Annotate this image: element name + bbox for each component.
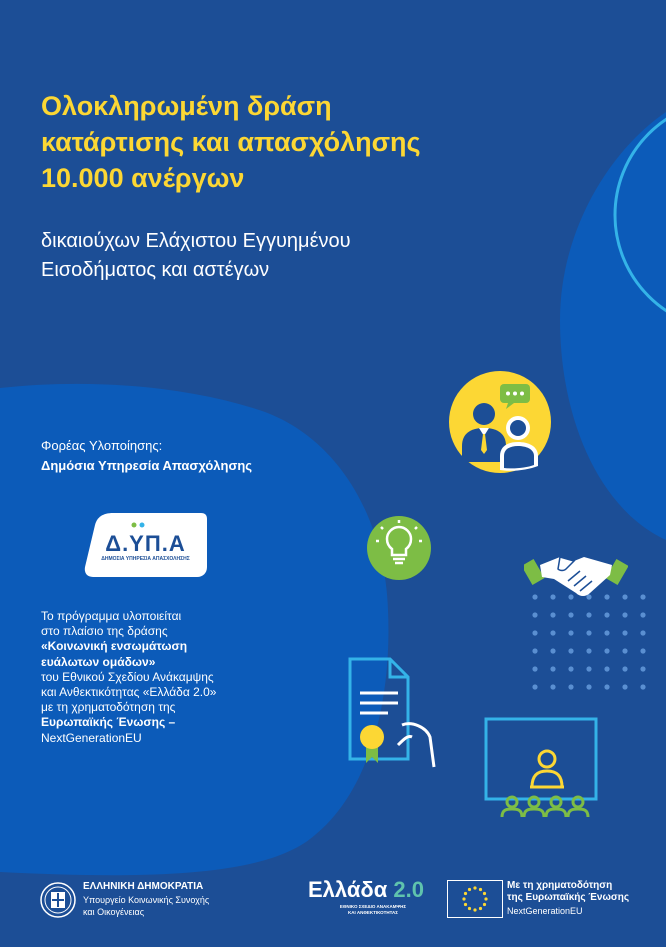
lightbulb-icon <box>366 515 432 581</box>
subtitle-line-1: δικαιούχων Ελάχιστου Εγγυημένου <box>41 230 351 252</box>
subtitle-line-2: Εισοδήματος και αστέγων <box>41 259 270 281</box>
program-line-7: με τη χρηματοδότηση της <box>41 700 176 715</box>
title-line-3: 10.000 ανέργων <box>41 163 245 193</box>
program-line-9: NextGenerationEU <box>41 730 142 745</box>
handshake-icon <box>524 543 628 603</box>
title-line-1: Ολοκληρωμένη δράση <box>41 91 332 121</box>
ellada-version: 2.0 <box>393 877 424 902</box>
footer-eu-logo <box>447 878 647 922</box>
dypa-logo <box>83 505 208 585</box>
program-line-1: Το πρόγραμμα υλοποιείται <box>41 609 182 623</box>
program-line-6: και Ανθεκτικότητας «Ελλάδα 2.0» <box>41 685 217 700</box>
title-line-2: κατάρτισης και απασχόλησης <box>41 127 421 157</box>
page-subtitle <box>41 227 561 285</box>
eu-line-3: NextGenerationEU <box>507 906 583 916</box>
ellada-wordmark <box>308 877 424 903</box>
program-line-2: στο πλαίσιο της δράσης <box>41 624 168 639</box>
program-line-4: ευάλωτων ομάδων» <box>41 654 156 669</box>
gov-ministry-line-1: Υπουργείο Κοινωνικής Συνοχής <box>83 895 210 905</box>
footer-government-logo <box>40 878 260 922</box>
implementer-name: Δημόσια Υπηρεσία Απασχόλησης <box>41 458 253 473</box>
gov-name: ΕΛΛΗΝΙΚΗ ΔΗΜΟΚΡΑΤΙΑ <box>83 881 204 892</box>
ellada-tagline-line-1: ΕΘΝΙΚΟ ΣΧΕΔΙΟ ΑΝΑΚΑΜΨΗΣ <box>339 904 407 909</box>
certificate-icon <box>342 655 440 773</box>
ellada-tagline-line-2: ΚΑΙ ΑΝΘΕΚΤΙΚΟΤΗΤΑΣ <box>348 910 398 915</box>
ellada-tagline <box>328 904 418 916</box>
program-line-3: «Κοινωνική ενσωμάτωση <box>41 639 188 654</box>
implementer-label: Φορέας Υλοποίησης: <box>41 438 163 453</box>
greek-emblem-icon <box>40 880 76 920</box>
program-description <box>41 609 311 746</box>
eu-flag-icon <box>447 880 503 918</box>
page-title <box>41 88 601 196</box>
program-line-5: του Εθνικού Σχεδίου Ανάκαμψης <box>41 669 214 684</box>
dypa-logo-text: Δ.ΥΠ.Α <box>105 531 186 556</box>
dypa-logo-subtext: ΔΗΜΟΣΙΑ ΥΠΗΡΕΣΙΑ ΑΠΑΣΧΟΛΗΣΗΣ <box>101 556 190 562</box>
eu-line-1: Με τη χρηματοδότηση <box>507 880 613 891</box>
gov-ministry-line-2: και Οικογένειας <box>83 907 145 917</box>
ellada-name: Ελλάδα <box>308 877 388 902</box>
meeting-icon <box>448 370 552 474</box>
eu-line-2: της Ευρωπαϊκής Ένωσης <box>507 892 630 903</box>
program-line-8: Ευρωπαϊκής Ένωσης – <box>41 715 176 730</box>
footer-ellada-logo <box>308 877 438 927</box>
presentation-icon <box>482 713 602 823</box>
dot-grid <box>532 594 645 689</box>
